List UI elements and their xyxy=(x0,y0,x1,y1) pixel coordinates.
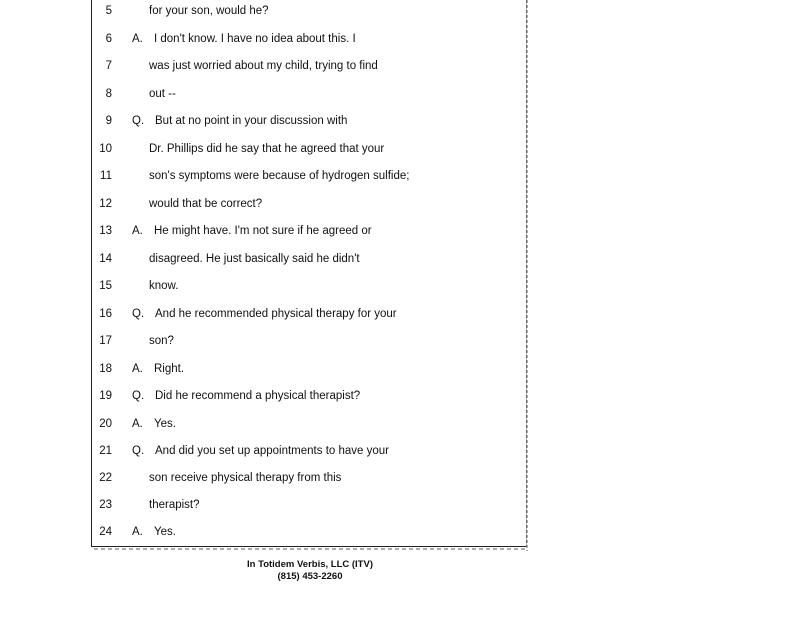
transcript-line xyxy=(0,470,520,486)
transcript-line xyxy=(0,361,520,377)
speaker-label: Q. xyxy=(132,308,145,320)
line-text: son? xyxy=(149,335,174,347)
transcript-line xyxy=(0,388,520,404)
transcript-line xyxy=(0,306,520,322)
line-number: 22 xyxy=(99,472,112,484)
line-number: 5 xyxy=(105,5,112,17)
line-number: 13 xyxy=(99,225,112,237)
transcript-line xyxy=(0,251,520,267)
speaker-label: Q. xyxy=(132,115,145,127)
line-text: Did he recommend a physical therapist? xyxy=(155,390,361,402)
transcript-line xyxy=(0,443,520,459)
speaker-label: Q. xyxy=(132,445,145,457)
transcript-line xyxy=(0,86,520,102)
line-text: And he recommended physical therapy for your xyxy=(155,308,397,320)
line-text: son receive physical therapy from this xyxy=(149,472,342,484)
line-text: disagreed. He just basically said he didn't xyxy=(149,253,360,265)
line-text: Right. xyxy=(154,363,185,375)
line-text: son's symptoms were because of hydrogen sulfide; xyxy=(149,170,410,182)
line-text: Yes. xyxy=(154,418,176,430)
line-number: 14 xyxy=(99,253,112,265)
transcript-line xyxy=(0,168,520,184)
footer-phone: (815) 453-2260 xyxy=(277,571,343,582)
transcript-page xyxy=(91,0,527,547)
line-number: 19 xyxy=(99,390,112,402)
line-text: therapist? xyxy=(149,499,200,511)
transcript-line xyxy=(0,223,520,239)
line-text: for your son, would he? xyxy=(149,5,269,17)
line-text: And did you set up appointments to have your xyxy=(155,445,389,457)
speaker-label: A. xyxy=(132,33,143,45)
speaker-label: Q. xyxy=(132,390,145,402)
line-text: know. xyxy=(149,280,179,292)
line-number: 10 xyxy=(99,143,112,155)
line-text: But at no point in your discussion with xyxy=(155,115,348,127)
line-number: 9 xyxy=(105,115,112,127)
transcript-line xyxy=(0,31,520,47)
speaker-label: A. xyxy=(132,363,143,375)
line-text: Yes. xyxy=(154,526,176,538)
speaker-label: A. xyxy=(132,225,143,237)
line-number: 20 xyxy=(99,418,112,430)
page-edge-shadow xyxy=(526,0,528,551)
transcript-line xyxy=(0,113,520,129)
line-number: 21 xyxy=(99,445,112,457)
footer-company: In Totidem Verbis, LLC (ITV) xyxy=(247,559,373,570)
transcript-line xyxy=(0,3,520,19)
line-number: 18 xyxy=(99,363,112,375)
line-number: 6 xyxy=(105,33,112,45)
line-number: 16 xyxy=(99,308,112,320)
transcript-line xyxy=(0,333,520,349)
line-number: 11 xyxy=(100,170,112,182)
line-number: 17 xyxy=(99,335,112,347)
transcript-line xyxy=(0,416,520,432)
speaker-label: A. xyxy=(132,418,143,430)
speaker-label: A. xyxy=(132,526,143,538)
line-text: He might have. I'm not sure if he agreed or xyxy=(154,225,372,237)
line-text: would that be correct? xyxy=(149,198,263,210)
line-number: 15 xyxy=(99,280,112,292)
transcript-line xyxy=(0,58,520,74)
line-text: was just worried about my child, trying to find xyxy=(149,60,378,72)
line-text: Dr. Phillips did he say that he agreed that your xyxy=(149,143,385,155)
line-number: 23 xyxy=(99,499,112,511)
line-text: out -- xyxy=(149,88,176,100)
page-bottom-shadow xyxy=(94,548,528,550)
line-text: I don't know. I have no idea about this. I xyxy=(154,33,356,45)
transcript-line xyxy=(0,141,520,157)
line-number: 8 xyxy=(105,88,112,100)
transcript-line xyxy=(0,497,520,513)
line-number: 7 xyxy=(105,60,112,72)
transcript-line xyxy=(0,196,520,212)
transcript-line xyxy=(0,524,520,540)
transcript-line xyxy=(0,278,520,294)
line-number: 12 xyxy=(99,198,112,210)
line-number: 24 xyxy=(99,526,112,538)
